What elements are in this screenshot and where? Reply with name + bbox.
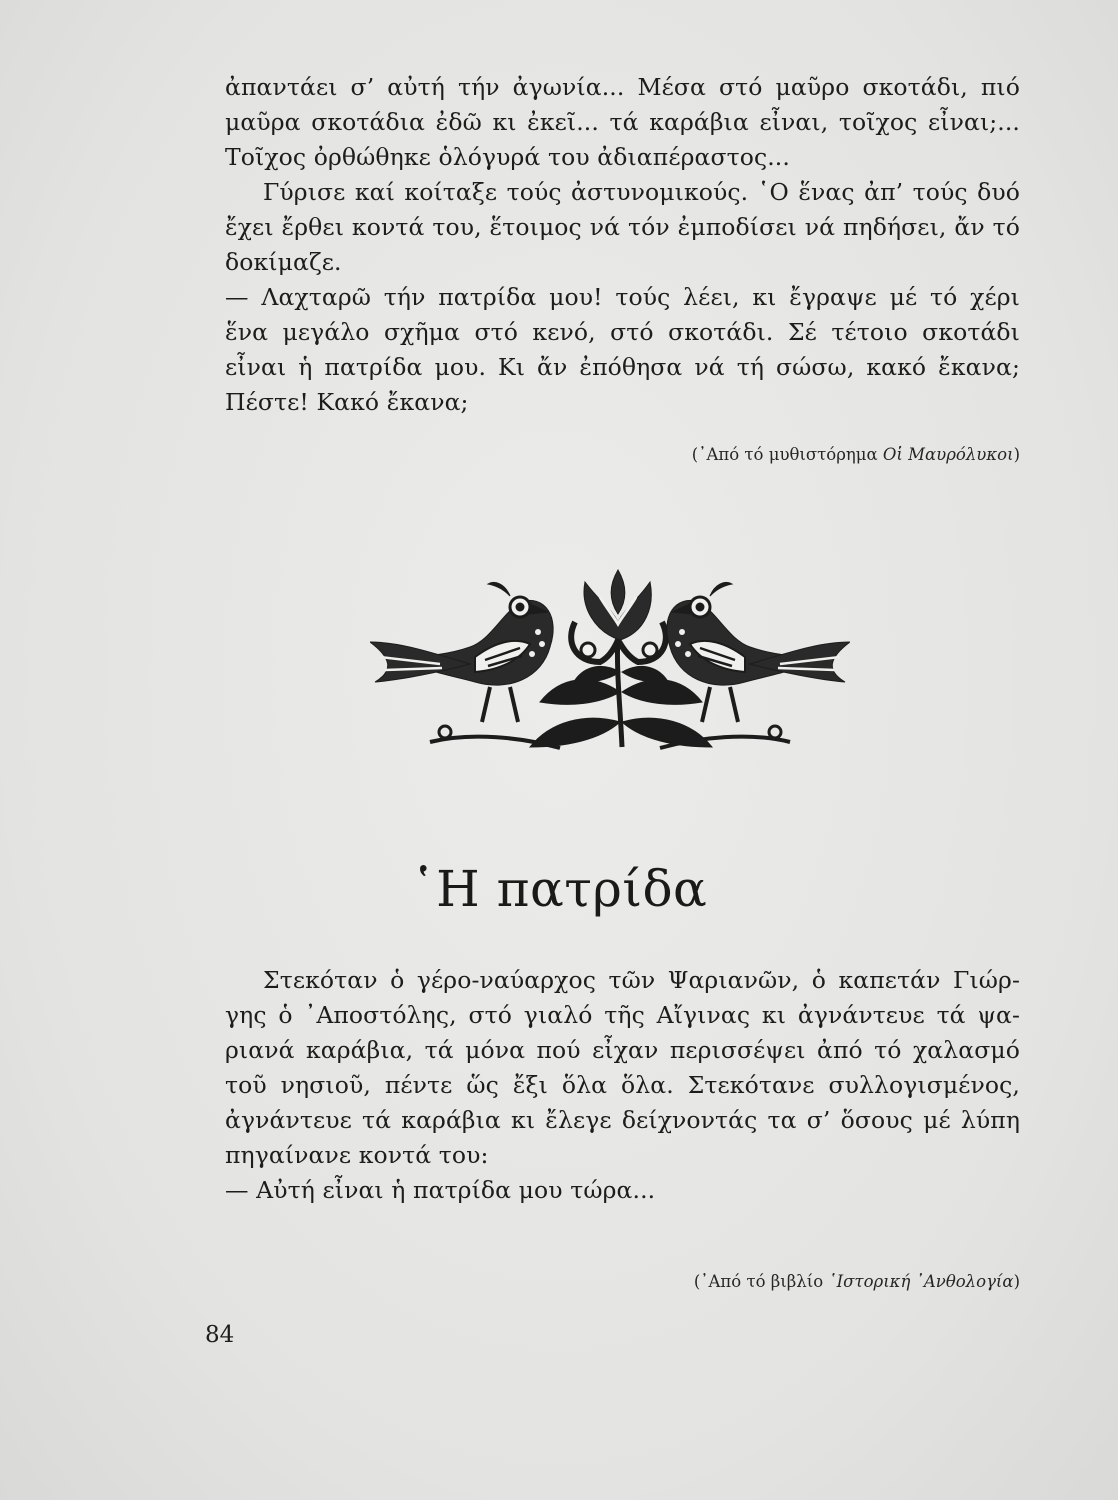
text-line: πηγαίνανε κοντά του: <box>225 1141 489 1169</box>
text-line: Γύρισε καί κοίταξε τούς ἀστυνομικούς. ῾Ο ἕνας ἀπ’ τούς δυό <box>263 178 1020 206</box>
text-line: ριανά καράβια, τά μόνα πού εἶχαν περισσέψει ἀπό τό χαλασμό <box>225 1036 1020 1064</box>
text-line: — Λαχταρῶ τήν πατρίδα μου! τούς λέει, κι ἔγραψε μέ τό χέρι <box>225 283 1020 311</box>
text-line: — Αὐτή εἶναι ἡ πατρίδα μου τώρα... <box>225 1176 656 1204</box>
text-line: ἀγνάντευε τά καράβια κι ἔλεγε δείχνοντάς τα σ’ ὅσους μέ λύπη <box>225 1106 1020 1134</box>
text-line: Πέστε! Κακό ἔκανα; <box>225 388 469 416</box>
upper-excerpt <box>225 70 1020 420</box>
birds-and-flower-ornament-icon <box>370 562 850 754</box>
text-line: ἕνα μεγάλο σχῆμα στό κενό, στό σκοτάδι. Σέ τέτοιο σκοτάδι <box>225 318 1020 346</box>
source-suffix: ) <box>1013 445 1020 464</box>
story-source-citation <box>694 1272 1020 1291</box>
source-title: ῾Ιστορική ᾿Ανθολογία <box>828 1272 1014 1291</box>
text-line: ἀπαντάει σ’ αὐτή τήν ἀγωνία... Μέσα στό μαῦρο σκοτάδι, πιό <box>225 73 1020 101</box>
upper-source-citation <box>692 445 1020 464</box>
text-line: δοκίμαζε. <box>225 248 342 276</box>
source-prefix: (᾿Από τό μυθιστόρημα <box>691 445 883 464</box>
text-line: γης ὁ ᾿Αποστόλης, στό γιαλό τῆς Αἴγινας κι ἀγνάντευε τά ψα- <box>225 1001 1020 1029</box>
text-line: μαῦρα σκοτάδια ἐδῶ κι ἐκεῖ... τά καράβια εἶναι, τοῖχος εἶναι;... <box>225 108 1020 136</box>
text-line: ἔχει ἔρθει κοντά του, ἕτοιμος νά τόν ἐμποδίσει νά πηδήσει, ἄν τό <box>225 213 1020 241</box>
text-line: Στεκόταν ὁ γέρο-ναύαρχος τῶν Ψαριανῶν, ὁ καπετάν Γιώρ- <box>263 966 1020 994</box>
text-line: εἶναι ἡ πατρίδα μου. Κι ἄν ἐπόθησα νά τή σώσω, κακό ἔκανα; <box>225 353 1020 381</box>
text-line: τοῦ νησιοῦ, πέντε ὥς ἔξι ὅλα ὅλα. Στεκότανε συλλογισμένος, <box>225 1071 1020 1099</box>
page-number: 84 <box>205 1322 235 1348</box>
story-body <box>225 963 1020 1208</box>
source-title: Οἱ Μαυρόλυκοι <box>882 445 1014 464</box>
story-title: ῾Η πατρίδα <box>410 860 708 918</box>
source-prefix: (᾿Από τό βιβλίο <box>693 1272 829 1291</box>
text-line: Τοῖχος ὀρθώθηκε ὁλόγυρά του ἀδιαπέραστος... <box>225 143 790 171</box>
source-suffix: ) <box>1013 1272 1020 1291</box>
